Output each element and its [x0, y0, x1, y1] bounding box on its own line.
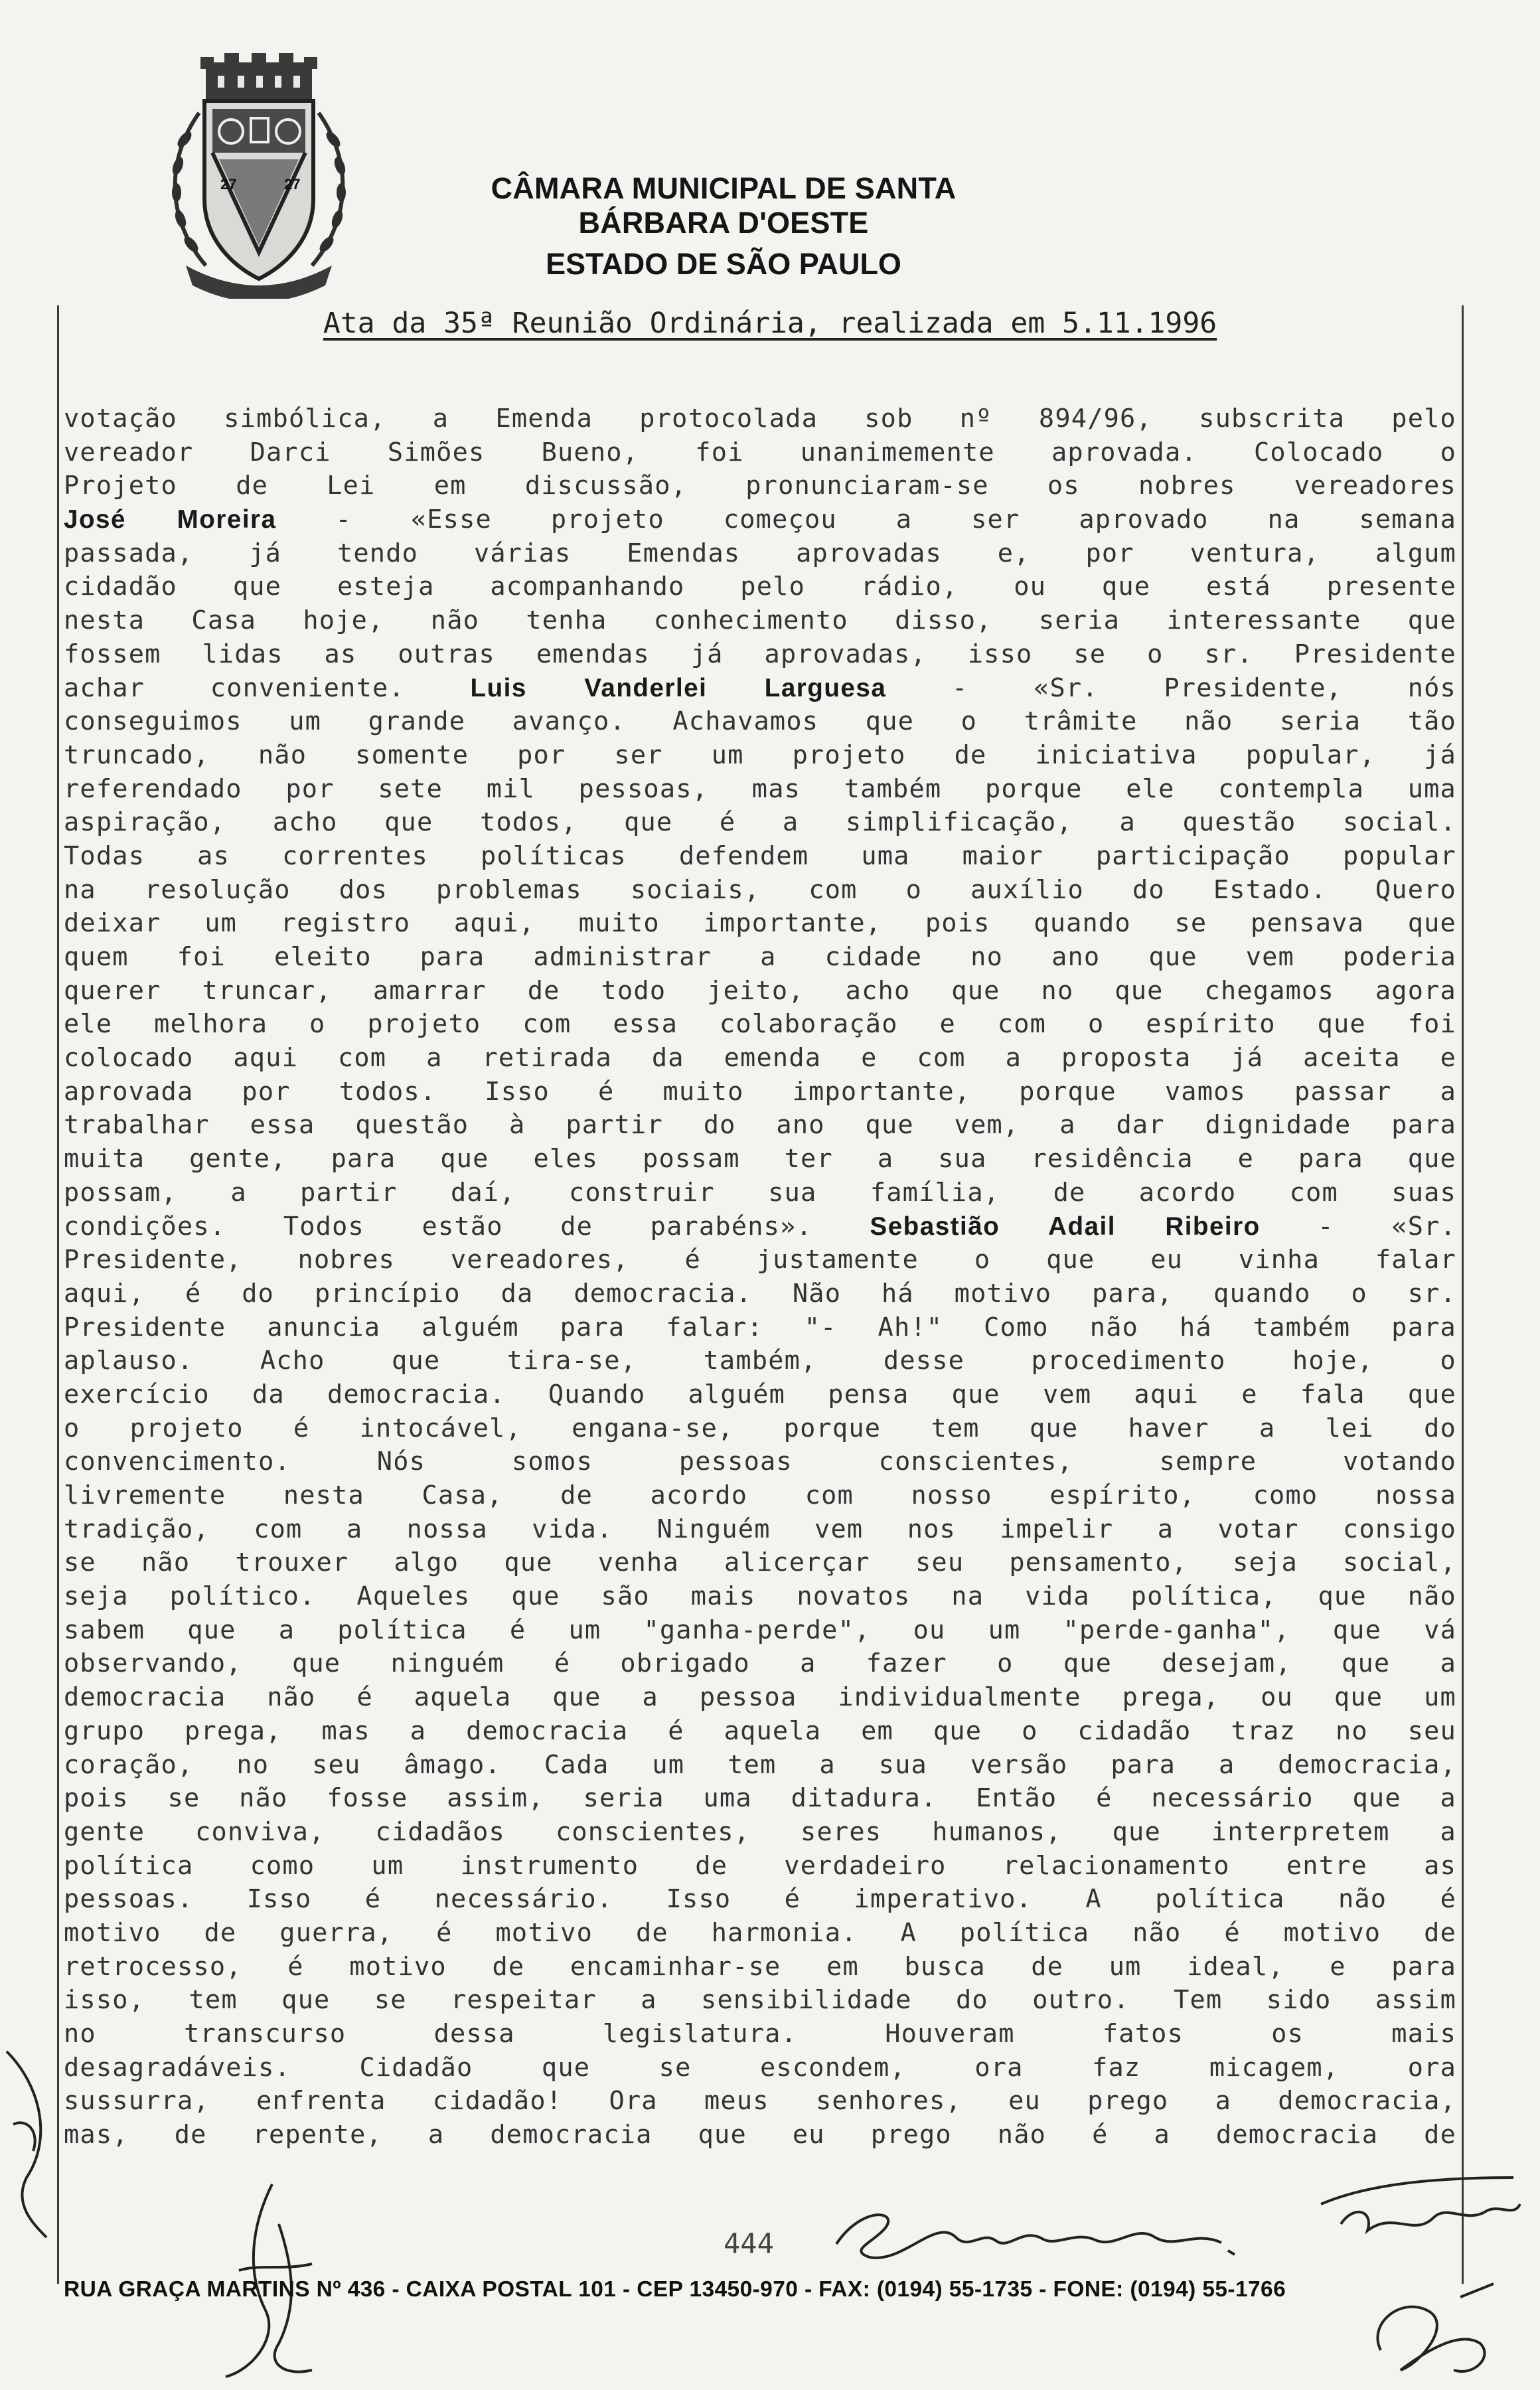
- text-run: quem foi eleito para administrar a cidade no ano que vem poderia: [64, 942, 1456, 972]
- text-run: achar conveniente.: [64, 673, 471, 703]
- text-run: política como um instrumento de verdadeiro relacionamento entre as: [64, 1850, 1456, 1881]
- text-line: [64, 469, 1456, 503]
- text-run: aplauso. Acho que tira-se, também, desse procedimento hoje, o: [64, 1346, 1456, 1376]
- text-run: pessoas. Isso é necessário. Isso é imperativo. A política não é: [64, 1884, 1456, 1915]
- text-line: [64, 1243, 1456, 1277]
- minutes-title: Ata da 35ª Reunião Ordinária, realizada em 5.11.1996: [323, 307, 1217, 340]
- frame-right-rule: [1462, 305, 1464, 2284]
- text-line: [64, 1076, 1456, 1109]
- text-run: possam, a partir daí, construir sua família, de acordo com suas: [64, 1177, 1456, 1208]
- text-run: - «Sr.: [1260, 1211, 1456, 1241]
- text-line: [64, 1042, 1456, 1076]
- text-line: [64, 638, 1456, 672]
- text-run: Todas as correntes políticas defendem uma maior participação popular: [64, 840, 1456, 871]
- text-run: Presidente, nobres vereadores, é justamente o que eu vinha falar: [64, 1245, 1456, 1275]
- text-line: [64, 773, 1456, 807]
- text-run: gente conviva, cidadãos conscientes, seres humanos, que interpretem a: [64, 1816, 1456, 1847]
- speaker-name: Luis Vanderlei Larguesa: [470, 673, 887, 702]
- text-run: se não trouxer algo que venha alicerçar seu pensamento, seja social,: [64, 1548, 1456, 1578]
- text-line: [64, 570, 1456, 604]
- text-line: [64, 1782, 1456, 1816]
- text-line: [64, 1715, 1456, 1749]
- text-run: motivo de guerra, é motivo de harmonia. A política não é motivo de: [64, 1917, 1456, 1948]
- text-run: no transcurso dessa legislatura. Houveram fatos os mais: [64, 2019, 1456, 2049]
- text-run: aprovada por todos. Isso é muito importante, porque vamos passar a: [64, 1076, 1456, 1107]
- page-number: 444: [724, 2227, 774, 2260]
- text-run: sussurra, enfrenta cidadão! Ora meus senhores, eu prego a democracia,: [64, 2086, 1456, 2116]
- text-line: [64, 2118, 1456, 2152]
- text-line: [64, 1917, 1456, 1951]
- text-line: [64, 975, 1456, 1008]
- text-line: [64, 2051, 1456, 2085]
- text-line: [64, 1850, 1456, 1883]
- text-run: pois se não fosse assim, seria uma ditadura. Então é necessário que a: [64, 1783, 1456, 1814]
- text-run: livremente nesta Casa, de acordo com nosso espírito, como nossa: [64, 1480, 1456, 1510]
- crest-number-left: 27: [220, 176, 237, 193]
- text-run: deixar um registro aqui, muito importante, pois quando se pensava que: [64, 908, 1456, 939]
- text-line: [64, 1479, 1456, 1513]
- text-line: [64, 1344, 1456, 1378]
- text-line: [64, 672, 1456, 706]
- text-line: [64, 1614, 1456, 1648]
- text-run: ele melhora o projeto com essa colaboração e com o espírito que foi: [64, 1009, 1456, 1040]
- text-run: observando, que ninguém é obrigado a fazer o que desejam, que a: [64, 1648, 1456, 1679]
- text-line: [64, 840, 1456, 874]
- text-line: [64, 1176, 1456, 1210]
- text-run: votação simbólica, a Emenda protocolada sob nº 894/96, subscrita pelo: [64, 404, 1456, 434]
- text-run: referendado por sete mil pessoas, mas também porque ele contempla uma: [64, 773, 1456, 804]
- text-run: sabem que a política é um "ganha-perde", ou um "perde-ganha", que vá: [64, 1615, 1456, 1645]
- speaker-name: José Moreira: [64, 505, 277, 534]
- signature-left-margin: [0, 2045, 60, 2244]
- state-name: ESTADO DE SÃO PAULO: [546, 247, 901, 281]
- text-line: [64, 1883, 1456, 1917]
- text-line: [64, 739, 1456, 773]
- text-line: [64, 1008, 1456, 1042]
- text-line: [64, 1378, 1456, 1412]
- crest-number-right: 27: [284, 176, 301, 193]
- text-run: cidadão que esteja acompanhando pelo rádio, ou que está presente: [64, 572, 1456, 602]
- text-line: [64, 1816, 1456, 1850]
- text-run: o projeto é intocável, engana-se, porque tem que haver a lei do: [64, 1413, 1456, 1443]
- letterhead: [425, 171, 1022, 281]
- text-line: [64, 1546, 1456, 1580]
- text-line: [64, 1984, 1456, 2018]
- text-line: [64, 1580, 1456, 1614]
- text-run: - «Sr. Presidente, nós: [886, 673, 1456, 703]
- text-run: conseguimos um grande avanço. Achavamos que o trâmite não seria tão: [64, 706, 1456, 737]
- text-run: Presidente anuncia alguém para falar: "- Ah!" Como não há também para: [64, 1312, 1456, 1342]
- text-run: fossem lidas as outras emendas já aprovadas, isso se o sr. Presidente: [64, 639, 1456, 669]
- text-run: seja político. Aqueles que são mais novatos na vida política, que não: [64, 1581, 1456, 1612]
- text-line: [64, 1210, 1456, 1244]
- text-run: isso, tem que se respeitar a sensibilidade do outro. Tem sido assim: [64, 1985, 1456, 2016]
- text-line: [64, 1681, 1456, 1715]
- text-run: nesta Casa hoje, não tenha conhecimento disso, seria interessante que: [64, 605, 1456, 636]
- text-run: condições. Todos estão de parabéns».: [64, 1211, 870, 1241]
- text-run: exercício da democracia. Quando alguém pensa que vem aqui e fala que: [64, 1379, 1456, 1409]
- text-run: colocado aqui com a retirada da emenda e com a proposta já aceita e: [64, 1043, 1456, 1074]
- footer-address: RUA GRAÇA MARTINS Nº 436 - CAIXA POSTAL 101 - CEP 13450-970 - FAX: (0194) 55-1735 - FONE: (0194) 55-1766: [64, 2277, 1286, 2302]
- text-line: [64, 1513, 1456, 1547]
- signature-bottom-center: [823, 2191, 1288, 2270]
- text-run: na resolução dos problemas sociais, com o auxílio do Estado. Quero: [64, 874, 1456, 905]
- text-run: grupo prega, mas a democracia é aquela em que o cidadão traz no seu: [64, 1715, 1456, 1746]
- text-run: trabalhar essa questão à partir do ano que vem, a dar dignidade para: [64, 1110, 1456, 1141]
- text-run: Projeto de Lei em discussão, pronunciaram-se os nobres vereadores: [64, 471, 1456, 501]
- signature-right-top: [1314, 2164, 1527, 2257]
- coat-of-arms-icon: [159, 53, 358, 299]
- text-run: aqui, é do princípio da democracia. Não há motivo para, quando o sr.: [64, 1278, 1456, 1309]
- text-line: [64, 503, 1456, 537]
- text-line: [64, 1277, 1456, 1311]
- text-line: [64, 537, 1456, 571]
- text-line: [64, 1109, 1456, 1143]
- text-run: convencimento. Nós somos pessoas conscientes, sempre votando: [64, 1447, 1456, 1477]
- text-line: [64, 1445, 1456, 1479]
- text-run: tradição, com a nossa vida. Ninguém vem nos impelir a votar consigo: [64, 1514, 1456, 1544]
- text-line: [64, 2018, 1456, 2051]
- text-run: democracia não é aquela que a pessoa individualmente prega, ou que um: [64, 1682, 1456, 1713]
- text-line: [64, 941, 1456, 975]
- text-run: passada, já tendo várias Emendas aprovadas e, por ventura, algum: [64, 538, 1456, 568]
- text-line: [64, 806, 1456, 840]
- text-line: [64, 1647, 1456, 1681]
- text-line: [64, 1143, 1456, 1176]
- text-run: aspiração, acho que todos, que é a simplificação, a questão social.: [64, 807, 1456, 838]
- text-line: [64, 1412, 1456, 1446]
- text-run: truncado, não somente por ser um projeto de iniciativa popular, já: [64, 740, 1456, 770]
- minutes-body: [64, 402, 1456, 2152]
- text-run: desagradáveis. Cidadão que se escondem, ora faz micagem, ora: [64, 2052, 1456, 2083]
- text-line: [64, 604, 1456, 638]
- text-line: [64, 1951, 1456, 1984]
- frame-left-rule: [57, 305, 59, 2284]
- text-run: retrocesso, é motivo de encaminhar-se em busca de um ideal, e para: [64, 1951, 1456, 1982]
- text-run: vereador Darci Simões Bueno, foi unanimemente aprovada. Colocado o: [64, 437, 1456, 467]
- text-line: [64, 907, 1456, 941]
- text-line: [64, 2085, 1456, 2118]
- speaker-name: Sebastião Adail Ribeiro: [870, 1212, 1261, 1241]
- text-line: [64, 874, 1456, 908]
- institution-name: CÂMARA MUNICIPAL DE SANTA BÁRBARA D'OESTE: [491, 171, 957, 240]
- text-line: [64, 402, 1456, 436]
- text-run: muita gente, para que eles possam ter a sua residência e para que: [64, 1144, 1456, 1174]
- text-line: [64, 436, 1456, 470]
- text-line: [64, 705, 1456, 739]
- text-run: querer truncar, amarrar de todo jeito, acho que no que chegamos agora: [64, 975, 1456, 1006]
- text-run: mas, de repente, a democracia que eu prego não é a democracia de: [64, 2120, 1456, 2150]
- text-run: - «Esse projeto começou a ser aprovado na semana: [276, 505, 1456, 535]
- text-line: [64, 1311, 1456, 1345]
- text-line: [64, 1749, 1456, 1783]
- text-run: coração, no seu âmago. Cada um tem a sua versão para a democracia,: [64, 1749, 1456, 1780]
